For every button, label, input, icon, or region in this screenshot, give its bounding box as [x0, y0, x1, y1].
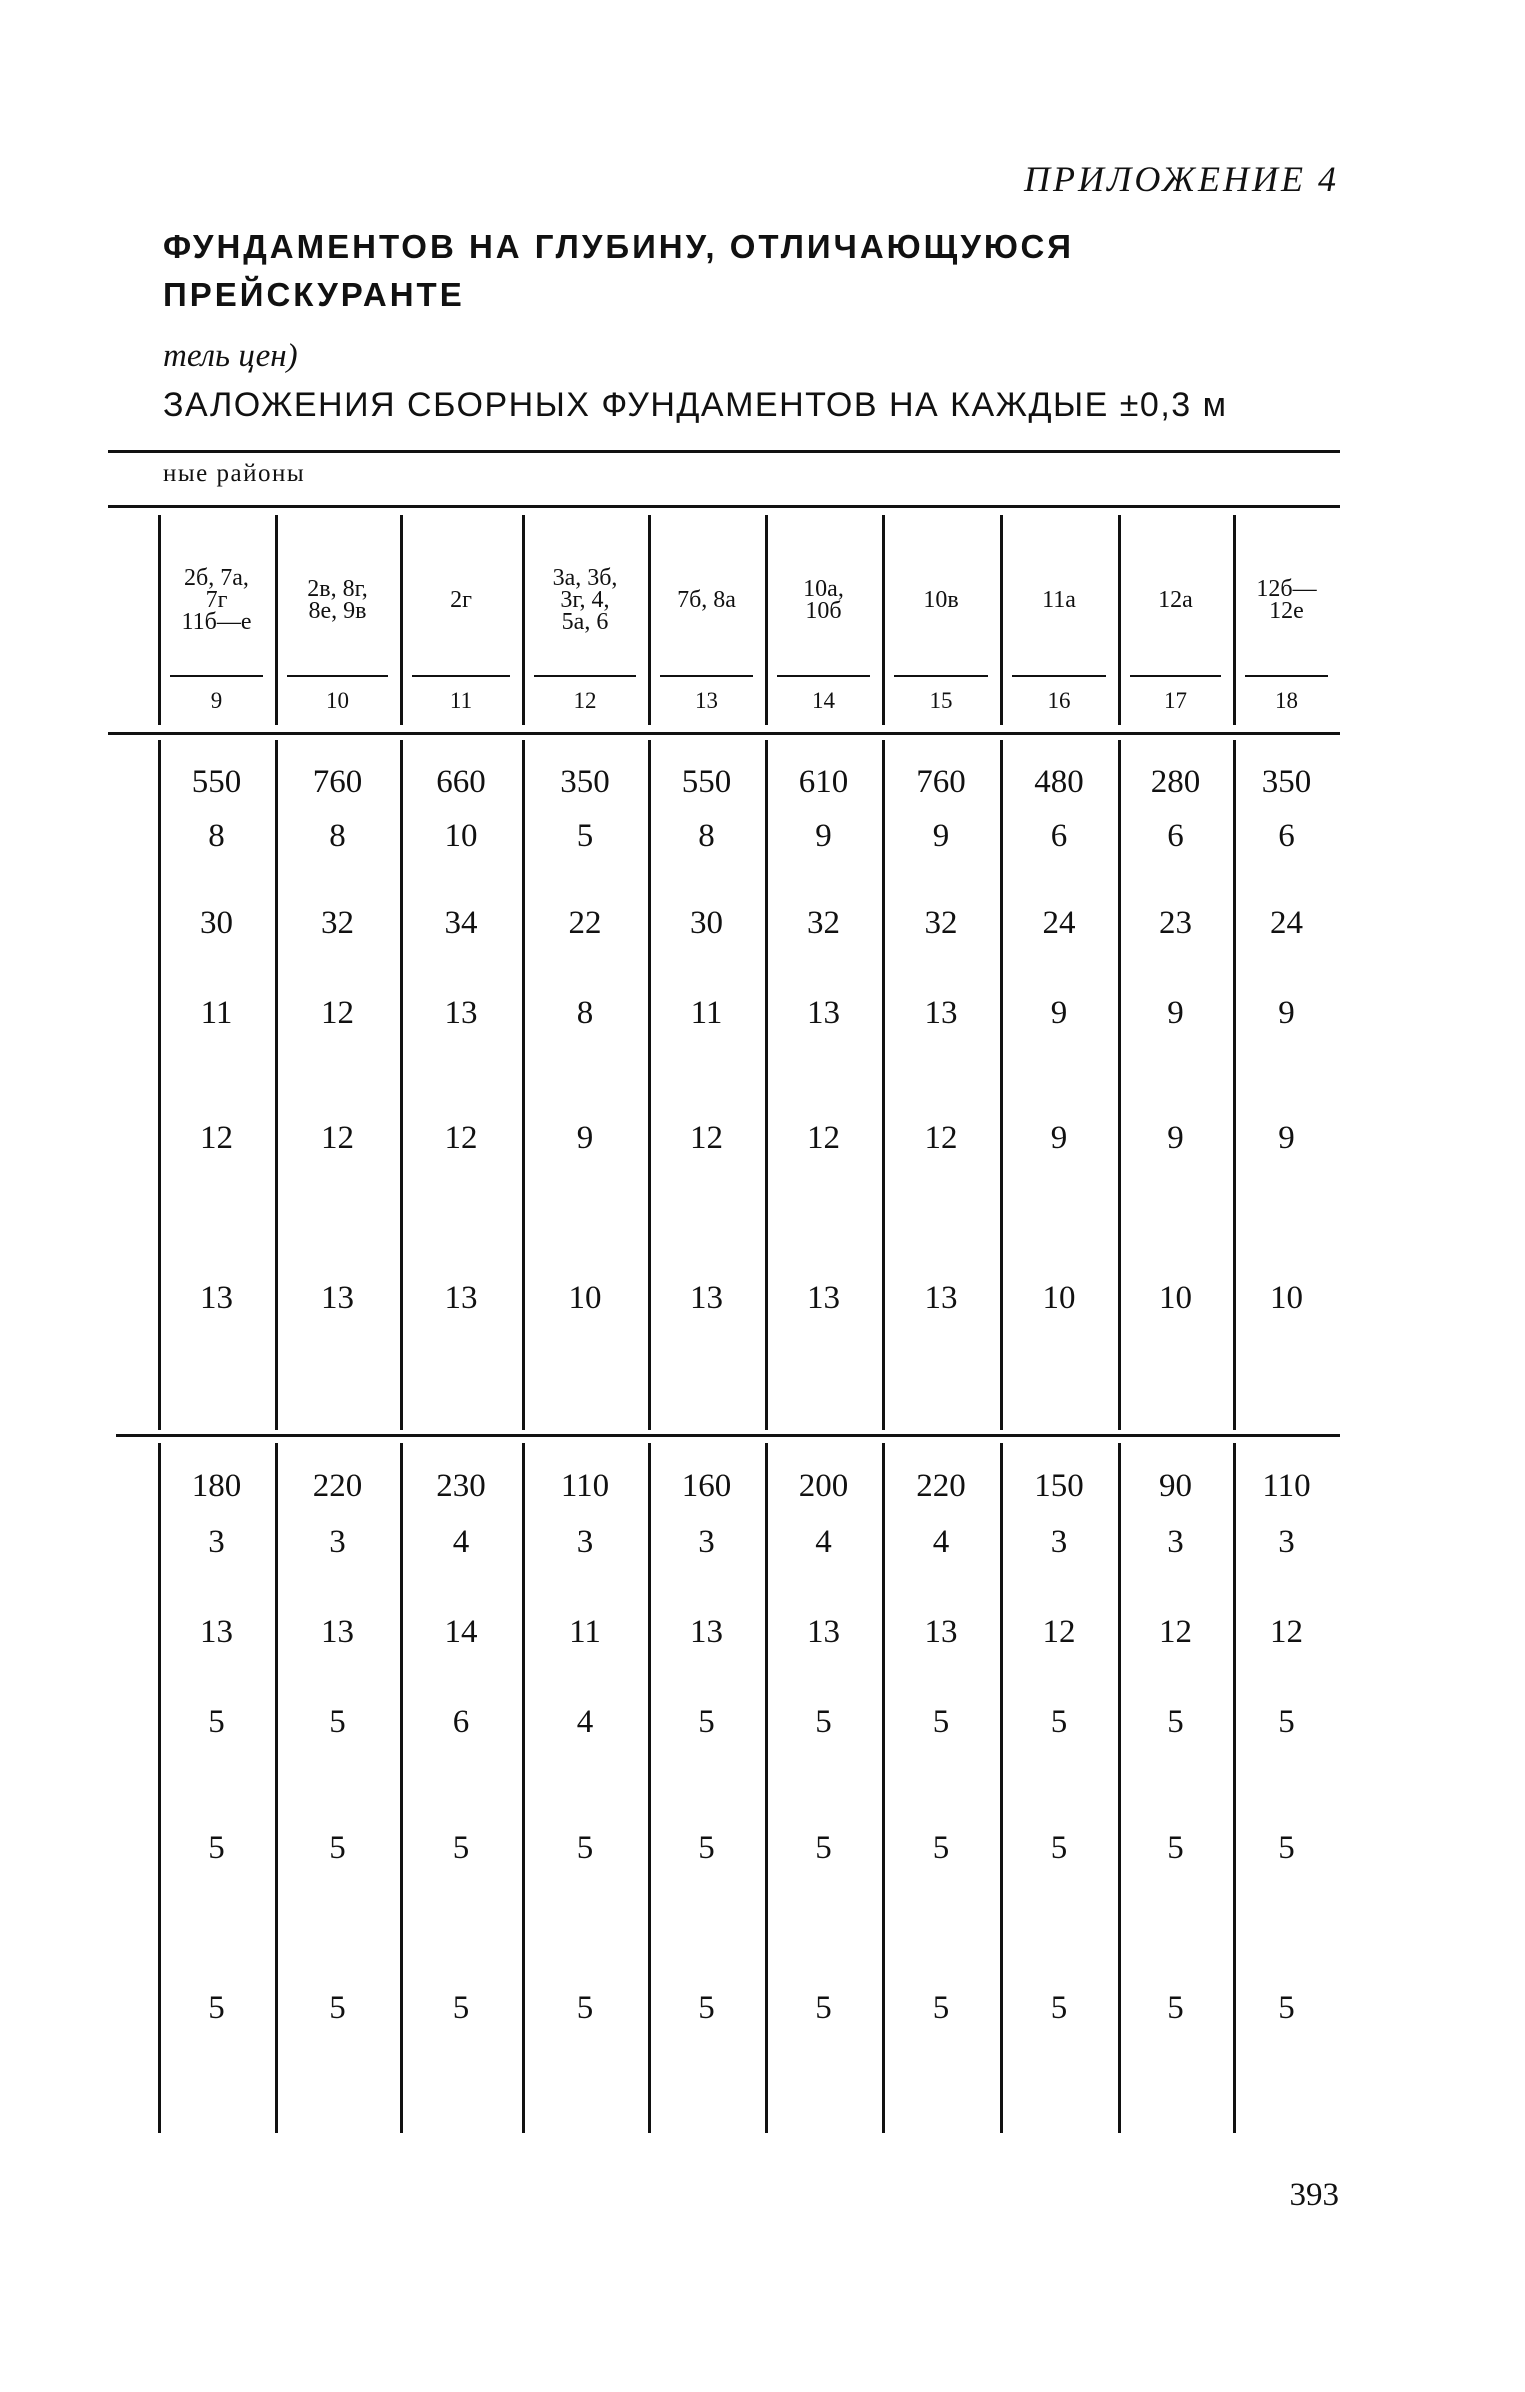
column-header-line: 5а, 6	[561, 609, 609, 635]
column-line-header	[275, 515, 278, 725]
table-cell: 5	[576, 1990, 594, 2026]
table-cell: 12	[807, 1120, 840, 1156]
column-header-text	[803, 578, 844, 622]
section-divider-rule	[116, 1434, 1340, 1437]
table-cell: 5	[1167, 1704, 1184, 1740]
table-cell: 3	[208, 1524, 225, 1560]
header-separator	[412, 675, 510, 677]
table-cell: 5	[329, 1990, 346, 2026]
regions-label: ные районы	[163, 460, 306, 487]
table-cell: 13	[200, 1614, 233, 1650]
column-line-body	[648, 1443, 651, 2133]
table-cell: 12	[321, 1120, 354, 1156]
header-separator	[660, 675, 753, 677]
table-cell: 13	[807, 1614, 840, 1650]
table-cell: 4	[452, 1524, 470, 1560]
table-cell: 9	[1167, 995, 1184, 1031]
header-separator	[1130, 675, 1221, 677]
table-cell: 30	[690, 905, 723, 941]
column-header-text	[1256, 578, 1316, 622]
table-cell: 6	[1167, 818, 1184, 854]
column-line-header	[882, 515, 885, 725]
table-cell: 13	[444, 1280, 478, 1316]
table-cell: 5	[329, 1704, 346, 1740]
title-line-2: ПРЕЙСКУРАНТЕ	[163, 276, 465, 313]
column-line-body	[1233, 740, 1236, 1430]
table-cell: 11	[569, 1614, 601, 1650]
column-header-text	[1042, 589, 1076, 611]
column-header	[888, 545, 994, 655]
table-cell: 480	[1034, 764, 1084, 800]
column-header-line: 12е	[1269, 598, 1304, 624]
table-cell: 220	[312, 1468, 363, 1504]
page-number: 393	[1289, 2177, 1339, 2213]
column-header-line: 7г	[205, 587, 228, 613]
table-cell: 8	[329, 818, 346, 854]
column-header-line: 7б, 8а	[677, 587, 736, 613]
top-rule	[108, 450, 1340, 453]
header-separator	[777, 675, 870, 677]
table-cell: 3	[698, 1524, 715, 1560]
table-cell: 5	[329, 1830, 346, 1866]
table-cell: 12	[200, 1120, 233, 1156]
column-line-body	[1118, 740, 1121, 1430]
table-cell: 13	[690, 1280, 723, 1316]
header-separator	[1245, 675, 1328, 677]
table-cell: 110	[560, 1468, 610, 1504]
table-cell: 9	[1050, 995, 1068, 1031]
table-cell: 90	[1159, 1468, 1192, 1504]
table-cell: 5	[815, 1830, 832, 1866]
table-cell: 13	[321, 1280, 354, 1316]
table-cell: 4	[932, 1524, 950, 1560]
table-cell: 13	[924, 995, 958, 1031]
table-cell: 12	[444, 1120, 478, 1156]
table-cell: 10	[1042, 1280, 1076, 1316]
column-header-line: 11б—е	[181, 609, 252, 635]
table-cell: 10	[1270, 1280, 1303, 1316]
column-line-header	[1000, 515, 1003, 725]
table-cell: 14	[444, 1614, 478, 1650]
table-cell: 12	[690, 1120, 723, 1156]
table-cell: 5	[698, 1990, 715, 2026]
table-cell: 150	[1034, 1468, 1084, 1504]
column-header-text	[307, 578, 367, 622]
column-line-body	[765, 740, 768, 1430]
table-cell: 5	[1050, 1704, 1068, 1740]
table-cell: 550	[681, 764, 732, 800]
table-cell: 200	[798, 1468, 849, 1504]
column-header-line: 3а, 3б,	[552, 565, 618, 591]
table-cell: 760	[312, 764, 363, 800]
table-cell: 5	[1278, 1990, 1295, 2026]
table-cell: 3	[1278, 1524, 1295, 1560]
column-header-line: 3г, 4,	[560, 587, 610, 613]
table-cell: 5	[815, 1990, 832, 2026]
column-line-body	[882, 740, 885, 1430]
table-cell: 220	[916, 1468, 966, 1504]
column-number: 12	[573, 688, 597, 713]
column-number: 15	[929, 688, 953, 713]
column-header-line: 12а	[1158, 587, 1193, 613]
table-cell: 5	[576, 1830, 594, 1866]
table-cell: 4	[576, 1704, 594, 1740]
column-line-header	[1233, 515, 1236, 725]
table-cell: 660	[436, 764, 486, 800]
table-cell: 6	[1050, 818, 1068, 854]
table-cell: 3	[576, 1524, 594, 1560]
column-header	[528, 545, 642, 655]
table-caption: ЗАЛОЖЕНИЯ СБОРНЫХ ФУНДАМЕНТОВ НА КАЖДЫЕ ±0,3 м	[163, 386, 1228, 424]
table-cell: 5	[208, 1830, 225, 1866]
column-number: 11	[449, 688, 473, 713]
column-header	[406, 545, 516, 655]
table-cell: 12	[1042, 1614, 1076, 1650]
table-cell: 5	[208, 1704, 225, 1740]
table-cell: 6	[1278, 818, 1295, 854]
column-header-text	[677, 589, 736, 611]
table-cell: 230	[436, 1468, 486, 1504]
table-cell: 5	[576, 818, 594, 854]
table-cell: 8	[576, 995, 594, 1031]
table-cell: 9	[932, 818, 950, 854]
table-cell: 11	[200, 995, 233, 1031]
table-cell: 180	[191, 1468, 242, 1504]
table-cell: 5	[1167, 1830, 1184, 1866]
column-header-line: 2в, 8г,	[307, 576, 368, 602]
column-line-header	[400, 515, 403, 725]
column-line-body	[522, 740, 525, 1430]
table-cell: 12	[1159, 1614, 1192, 1650]
column-number: 18	[1275, 688, 1298, 713]
column-number: 14	[812, 688, 835, 713]
column-header-line: 10в	[923, 587, 959, 613]
column-header	[1124, 545, 1227, 655]
column-header-text	[1158, 589, 1193, 611]
table-cell: 9	[1278, 1120, 1295, 1156]
table-cell: 13	[924, 1280, 958, 1316]
table-cell: 13	[807, 995, 840, 1031]
column-number: 10	[326, 688, 349, 713]
table-cell: 13	[444, 995, 478, 1031]
table-cell: 13	[200, 1280, 233, 1316]
table-cell: 5	[208, 1990, 225, 2026]
column-line-header	[522, 515, 525, 725]
table-cell: 9	[1167, 1120, 1184, 1156]
table-cell: 12	[924, 1120, 958, 1156]
column-line-body	[522, 1443, 525, 2133]
column-line-body	[882, 1443, 885, 2133]
table-cell: 12	[321, 995, 354, 1031]
table-cell: 6	[452, 1704, 470, 1740]
column-header	[654, 545, 759, 655]
column-line-body	[1118, 1443, 1121, 2133]
header-separator	[287, 675, 388, 677]
table-cell: 22	[568, 905, 602, 941]
header-bottom-rule	[108, 732, 1340, 735]
column-line-body	[1233, 1443, 1236, 2133]
column-line-header	[1118, 515, 1121, 725]
table-cell: 5	[1278, 1704, 1295, 1740]
table-cell: 23	[1159, 905, 1192, 941]
table-cell: 3	[1050, 1524, 1068, 1560]
table-cell: 9	[815, 818, 832, 854]
column-header	[1239, 545, 1334, 655]
column-header	[281, 545, 394, 655]
table-cell: 13	[321, 1614, 354, 1650]
column-header-text	[923, 589, 958, 611]
table-cell: 9	[1278, 995, 1295, 1031]
column-line-body	[400, 740, 403, 1430]
column-number: 16	[1047, 688, 1071, 713]
table-cell: 350	[560, 764, 610, 800]
column-line-body	[400, 1443, 403, 2133]
table-cell: 12	[1270, 1614, 1303, 1650]
column-line-body	[158, 740, 161, 1430]
column-line-header	[765, 515, 768, 725]
table-cell: 5	[932, 1830, 950, 1866]
table-cell: 5	[1278, 1830, 1295, 1866]
table-cell: 13	[924, 1614, 958, 1650]
table-cell: 610	[798, 764, 849, 800]
table-cell: 9	[1050, 1120, 1068, 1156]
table-cell: 350	[1261, 764, 1312, 800]
table-cell: 5	[932, 1990, 950, 2026]
column-header-line: 8е, 9в	[308, 598, 367, 624]
table-cell: 3	[1167, 1524, 1184, 1560]
table-cell: 550	[191, 764, 242, 800]
column-number: 13	[695, 688, 718, 713]
header-separator	[534, 675, 636, 677]
column-header	[771, 545, 876, 655]
column-header-line: 11а	[1042, 587, 1076, 613]
table-cell: 280	[1150, 764, 1201, 800]
table-cell: 32	[924, 905, 958, 941]
column-line-body	[275, 1443, 278, 2133]
table-cell: 5	[452, 1830, 470, 1866]
table-cell: 4	[815, 1524, 832, 1560]
column-line-body	[1000, 740, 1003, 1430]
header-separator	[1012, 675, 1106, 677]
table-cell: 32	[807, 905, 840, 941]
column-header-line: 2г	[450, 587, 472, 613]
table-cell: 5	[815, 1704, 832, 1740]
table-cell: 5	[698, 1830, 715, 1866]
appendix-label: ПРИЛОЖЕНИЕ 4	[1024, 159, 1339, 199]
column-header-line: 2б, 7а,	[184, 565, 249, 591]
table-cell: 10	[568, 1280, 602, 1316]
column-header-line: 12б—	[1256, 576, 1317, 602]
table-cell: 8	[208, 818, 225, 854]
subtitle-italic: тель цен)	[163, 338, 298, 374]
table-cell: 13	[807, 1280, 840, 1316]
column-header-text	[450, 589, 472, 611]
column-header-text	[182, 567, 252, 633]
table-cell: 30	[200, 905, 233, 941]
table-cell: 5	[1050, 1990, 1068, 2026]
table-cell: 3	[329, 1524, 346, 1560]
title-line-1: ФУНДАМЕНТОВ НА ГЛУБИНУ, ОТЛИЧАЮЩУЮСЯ	[163, 228, 1074, 265]
table-cell: 34	[444, 905, 478, 941]
table-cell: 9	[576, 1120, 594, 1156]
column-line-body	[158, 1443, 161, 2133]
column-header-line: 10а,	[803, 576, 844, 602]
header-separator	[894, 675, 988, 677]
table-cell: 760	[916, 764, 966, 800]
table-cell: 5	[1050, 1830, 1068, 1866]
column-header	[164, 545, 269, 655]
column-line-body	[648, 740, 651, 1430]
table-cell: 32	[321, 905, 354, 941]
table-cell: 5	[932, 1704, 950, 1740]
table-cell: 160	[681, 1468, 732, 1504]
regions-rule	[108, 505, 1340, 508]
table-cell: 110	[1262, 1468, 1311, 1504]
table-cell: 8	[698, 818, 715, 854]
column-header-text	[553, 567, 618, 633]
column-number: 17	[1164, 688, 1187, 713]
table-cell: 5	[698, 1704, 715, 1740]
table-cell: 5	[452, 1990, 470, 2026]
header-separator	[170, 675, 263, 677]
column-header-line: 10б	[805, 598, 842, 624]
table-cell: 24	[1042, 905, 1076, 941]
table-cell: 5	[1167, 1990, 1184, 2026]
table-cell: 10	[444, 818, 478, 854]
table-cell: 10	[1159, 1280, 1192, 1316]
column-line-header	[158, 515, 161, 725]
table-cell: 11	[690, 995, 723, 1031]
column-line-body	[1000, 1443, 1003, 2133]
table-cell: 24	[1270, 905, 1303, 941]
table-cell: 13	[690, 1614, 723, 1650]
column-number: 9	[210, 688, 223, 713]
column-line-body	[765, 1443, 768, 2133]
column-line-body	[275, 740, 278, 1430]
column-header	[1006, 545, 1112, 655]
column-line-header	[648, 515, 651, 725]
